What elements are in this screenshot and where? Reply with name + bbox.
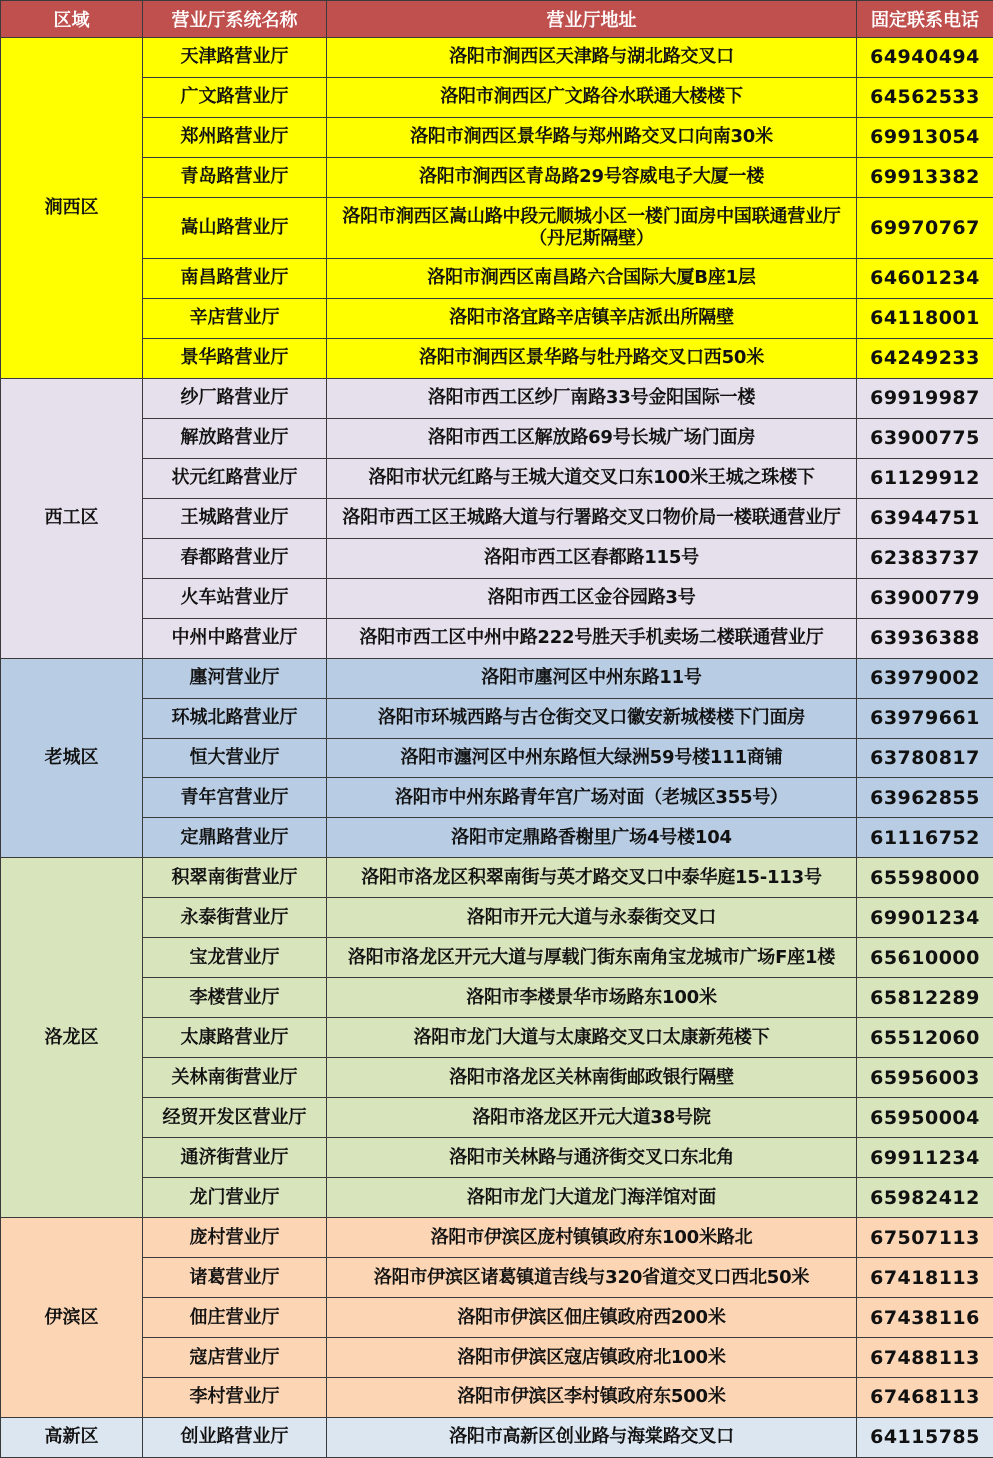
hall-name-cell: 诸葛营业厅 xyxy=(143,1258,327,1298)
table-row xyxy=(1,898,993,938)
hall-phone-cell: 67507113 xyxy=(857,1218,993,1258)
hall-phone-cell: 69913382 xyxy=(857,157,993,197)
hall-address-cell: 洛阳市洛龙区开元大道38号院 xyxy=(327,1098,857,1138)
hall-name-cell: 景华路营业厅 xyxy=(143,338,327,378)
table-row xyxy=(1,458,993,498)
table-row xyxy=(1,117,993,157)
table-row xyxy=(1,1178,993,1218)
hall-address-cell: 洛阳市龙门大道龙门海洋馆对面 xyxy=(327,1178,857,1218)
hall-name-cell: 关林南街营业厅 xyxy=(143,1058,327,1098)
hall-phone-cell: 64562533 xyxy=(857,77,993,117)
hall-name-cell: 李村营业厅 xyxy=(143,1378,327,1418)
hall-address-cell: 洛阳市开元大道与永泰街交叉口 xyxy=(327,898,857,938)
table-row xyxy=(1,77,993,117)
table-row xyxy=(1,1098,993,1138)
hall-phone-cell: 69913054 xyxy=(857,117,993,157)
table-row xyxy=(1,258,993,298)
hall-phone-cell: 63944751 xyxy=(857,498,993,538)
hall-name-cell: 定鼎路营业厅 xyxy=(143,818,327,858)
hall-address-cell: 洛阳市廛河区中州东路11号 xyxy=(327,658,857,698)
hall-phone-cell: 65950004 xyxy=(857,1098,993,1138)
table-row xyxy=(1,1258,993,1298)
hall-name-cell: 火车站营业厅 xyxy=(143,578,327,618)
table-row xyxy=(1,418,993,458)
hall-phone-cell: 65982412 xyxy=(857,1178,993,1218)
region-cell: 涧西区 xyxy=(1,38,143,379)
table-body xyxy=(1,38,993,1458)
hall-phone-cell: 63979002 xyxy=(857,658,993,698)
table-row xyxy=(1,1298,993,1338)
hall-phone-cell: 63900775 xyxy=(857,418,993,458)
hall-address-cell: 洛阳市伊滨区李村镇政府东500米 xyxy=(327,1378,857,1418)
table-row xyxy=(1,978,993,1018)
table-row xyxy=(1,338,993,378)
header-address: 营业厅地址 xyxy=(327,1,857,38)
hall-name-cell: 状元红路营业厅 xyxy=(143,458,327,498)
hall-name-cell: 嵩山路营业厅 xyxy=(143,197,327,258)
hall-name-cell: 中州中路营业厅 xyxy=(143,618,327,658)
hall-address-cell: 洛阳市西工区王城路大道与行署路交叉口物价局一楼联通营业厅 xyxy=(327,498,857,538)
hall-name-cell: 寇店营业厅 xyxy=(143,1338,327,1378)
hall-phone-cell: 67468113 xyxy=(857,1378,993,1418)
hall-name-cell: 廛河营业厅 xyxy=(143,658,327,698)
hall-phone-cell: 61129912 xyxy=(857,458,993,498)
hall-address-cell: 洛阳市高新区创业路与海棠路交叉口 xyxy=(327,1417,857,1457)
hall-address-cell: 洛阳市涧西区青岛路29号容威电子大厦一楼 xyxy=(327,157,857,197)
table-row xyxy=(1,1138,993,1178)
hall-address-cell: 洛阳市西工区纱厂南路33号金阳国际一楼 xyxy=(327,378,857,418)
region-cell: 西工区 xyxy=(1,378,143,658)
hall-phone-cell: 64940494 xyxy=(857,38,993,78)
header-region: 区域 xyxy=(1,1,143,38)
hall-phone-cell: 63900779 xyxy=(857,578,993,618)
hall-address-cell: 洛阳市涧西区广文路谷水联通大楼楼下 xyxy=(327,77,857,117)
hall-address-cell: 洛阳市西工区中州中路222号胜天手机卖场二楼联通营业厅 xyxy=(327,618,857,658)
hall-name-cell: 南昌路营业厅 xyxy=(143,258,327,298)
hall-phone-cell: 65598000 xyxy=(857,858,993,898)
region-cell: 高新区 xyxy=(1,1417,143,1457)
region-cell: 老城区 xyxy=(1,658,143,858)
hall-name-cell: 积翠南街营业厅 xyxy=(143,858,327,898)
hall-address-cell: 洛阳市瀍河区中州东路恒大绿洲59号楼111商铺 xyxy=(327,738,857,778)
hall-phone-cell: 61116752 xyxy=(857,818,993,858)
hall-phone-cell: 67488113 xyxy=(857,1338,993,1378)
hall-name-cell: 王城路营业厅 xyxy=(143,498,327,538)
hall-phone-cell: 67418113 xyxy=(857,1258,993,1298)
hall-name-cell: 纱厂路营业厅 xyxy=(143,378,327,418)
hall-phone-cell: 65512060 xyxy=(857,1018,993,1058)
hall-name-cell: 宝龙营业厅 xyxy=(143,938,327,978)
hall-address-cell: 洛阳市伊滨区诸葛镇道吉线与320省道交叉口西北50米 xyxy=(327,1258,857,1298)
table-row xyxy=(1,378,993,418)
hall-name-cell: 太康路营业厅 xyxy=(143,1018,327,1058)
header-name: 营业厅系统名称 xyxy=(143,1,327,38)
hall-address-cell: 洛阳市涧西区景华路与郑州路交叉口向南30米 xyxy=(327,117,857,157)
table-row xyxy=(1,658,993,698)
hall-phone-cell: 63979661 xyxy=(857,698,993,738)
hall-phone-cell: 65610000 xyxy=(857,938,993,978)
hall-name-cell: 春都路营业厅 xyxy=(143,538,327,578)
hall-phone-cell: 69901234 xyxy=(857,898,993,938)
hall-name-cell: 佃庄营业厅 xyxy=(143,1298,327,1338)
table-row xyxy=(1,498,993,538)
table-row xyxy=(1,1018,993,1058)
hall-name-cell: 庞村营业厅 xyxy=(143,1218,327,1258)
hall-address-cell: 洛阳市洛龙区积翠南街与英才路交叉口中泰华庭15-113号 xyxy=(327,858,857,898)
table-row xyxy=(1,298,993,338)
hall-address-cell: 洛阳市洛龙区开元大道与厚载门街东南角宝龙城市广场F座1楼 xyxy=(327,938,857,978)
hall-name-cell: 青年宫营业厅 xyxy=(143,778,327,818)
hall-address-cell: 洛阳市关林路与通济街交叉口东北角 xyxy=(327,1138,857,1178)
table-row xyxy=(1,1338,993,1378)
hall-phone-cell: 69919987 xyxy=(857,378,993,418)
hall-phone-cell: 69911234 xyxy=(857,1138,993,1178)
table-row xyxy=(1,618,993,658)
table-row xyxy=(1,818,993,858)
hall-name-cell: 通济街营业厅 xyxy=(143,1138,327,1178)
table-row xyxy=(1,778,993,818)
hall-address-cell: 洛阳市洛龙区关林南街邮政银行隔壁 xyxy=(327,1058,857,1098)
hall-address-cell: 洛阳市西工区解放路69号长城广场门面房 xyxy=(327,418,857,458)
hall-phone-cell: 64249233 xyxy=(857,338,993,378)
table-row xyxy=(1,1378,993,1418)
hall-phone-cell: 62383737 xyxy=(857,538,993,578)
hall-name-cell: 恒大营业厅 xyxy=(143,738,327,778)
hall-address-cell: 洛阳市涧西区天津路与湖北路交叉口 xyxy=(327,38,857,78)
hall-name-cell: 天津路营业厅 xyxy=(143,38,327,78)
hall-phone-cell: 64601234 xyxy=(857,258,993,298)
hall-address-cell: 洛阳市伊滨区佃庄镇政府西200米 xyxy=(327,1298,857,1338)
table-row xyxy=(1,938,993,978)
hall-name-cell: 广文路营业厅 xyxy=(143,77,327,117)
hall-address-cell: 洛阳市涧西区景华路与牡丹路交叉口西50米 xyxy=(327,338,857,378)
table-row xyxy=(1,738,993,778)
region-cell: 洛龙区 xyxy=(1,858,143,1218)
hall-name-cell: 青岛路营业厅 xyxy=(143,157,327,197)
hall-address-cell: 洛阳市中州东路青年宫广场对面（老城区355号） xyxy=(327,778,857,818)
header-phone: 固定联系电话 xyxy=(857,1,993,38)
table-row xyxy=(1,698,993,738)
hall-phone-cell: 65956003 xyxy=(857,1058,993,1098)
hall-name-cell: 解放路营业厅 xyxy=(143,418,327,458)
table-row xyxy=(1,197,993,258)
hall-phone-cell: 63962855 xyxy=(857,778,993,818)
hall-name-cell: 郑州路营业厅 xyxy=(143,117,327,157)
table-row xyxy=(1,538,993,578)
hall-phone-cell: 64118001 xyxy=(857,298,993,338)
hall-address-cell: 洛阳市环城西路与古仓街交叉口徽安新城楼楼下门面房 xyxy=(327,698,857,738)
hall-name-cell: 辛店营业厅 xyxy=(143,298,327,338)
table-row xyxy=(1,578,993,618)
hall-address-cell: 洛阳市状元红路与王城大道交叉口东100米王城之珠楼下 xyxy=(327,458,857,498)
hall-address-cell: 洛阳市伊滨区寇店镇政府北100米 xyxy=(327,1338,857,1378)
hall-address-cell: 洛阳市李楼景华市场路东100米 xyxy=(327,978,857,1018)
hall-address-cell: 洛阳市西工区金谷园路3号 xyxy=(327,578,857,618)
hall-phone-cell: 63780817 xyxy=(857,738,993,778)
table-row xyxy=(1,1417,993,1457)
hall-address-cell: 洛阳市涧西区嵩山路中段元顺城小区一楼门面房中国联通营业厅（丹尼斯隔壁） xyxy=(327,197,857,258)
hall-address-cell: 洛阳市洛宜路辛店镇辛店派出所隔壁 xyxy=(327,298,857,338)
table-row xyxy=(1,1218,993,1258)
hall-name-cell: 龙门营业厅 xyxy=(143,1178,327,1218)
hall-address-cell: 洛阳市伊滨区庞村镇镇政府东100米路北 xyxy=(327,1218,857,1258)
header-row xyxy=(1,1,993,38)
hall-address-cell: 洛阳市涧西区南昌路六合国际大厦B座1层 xyxy=(327,258,857,298)
table-row xyxy=(1,38,993,78)
hall-name-cell: 创业路营业厅 xyxy=(143,1417,327,1457)
hall-phone-cell: 64115785 xyxy=(857,1417,993,1457)
region-cell: 伊滨区 xyxy=(1,1218,143,1418)
hall-address-cell: 洛阳市定鼎路香榭里广场4号楼104 xyxy=(327,818,857,858)
hall-phone-cell: 69970767 xyxy=(857,197,993,258)
hall-phone-cell: 65812289 xyxy=(857,978,993,1018)
hall-name-cell: 环城北路营业厅 xyxy=(143,698,327,738)
hall-address-cell: 洛阳市西工区春都路115号 xyxy=(327,538,857,578)
hall-phone-cell: 67438116 xyxy=(857,1298,993,1338)
hall-name-cell: 李楼营业厅 xyxy=(143,978,327,1018)
hall-phone-cell: 63936388 xyxy=(857,618,993,658)
table-row xyxy=(1,1058,993,1098)
table-row xyxy=(1,858,993,898)
hall-name-cell: 经贸开发区营业厅 xyxy=(143,1098,327,1138)
table-header xyxy=(1,1,993,38)
hall-address-cell: 洛阳市龙门大道与太康路交叉口太康新苑楼下 xyxy=(327,1018,857,1058)
table-row xyxy=(1,157,993,197)
hall-name-cell: 永泰街营业厅 xyxy=(143,898,327,938)
